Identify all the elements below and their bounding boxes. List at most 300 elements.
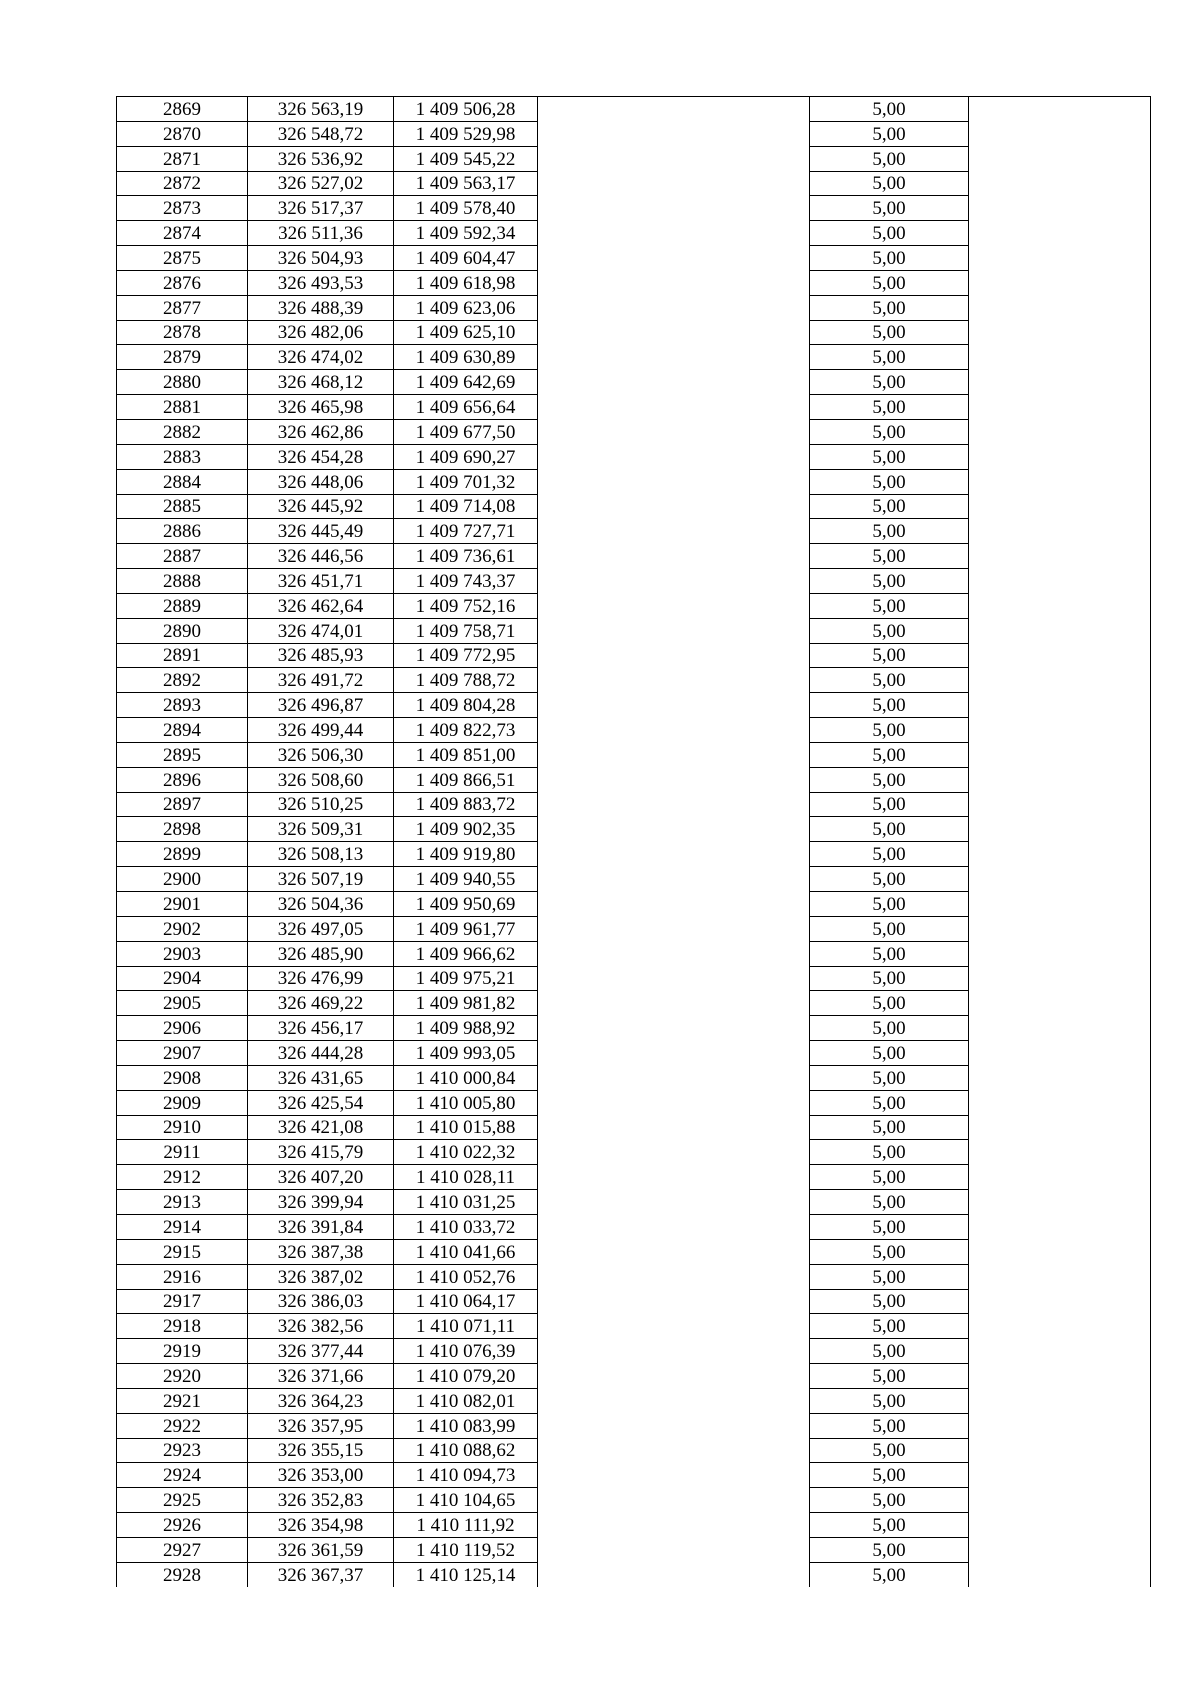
accuracy-cell: 5,00 bbox=[810, 991, 969, 1016]
accuracy-cell: 5,00 bbox=[810, 544, 969, 569]
point-number-cell: 2911 bbox=[117, 1140, 248, 1165]
table-row bbox=[117, 1562, 1151, 1587]
y-coordinate-cell: 1 409 772,95 bbox=[394, 643, 538, 668]
y-coordinate-cell: 1 409 563,17 bbox=[394, 171, 538, 196]
point-number-cell: 2888 bbox=[117, 569, 248, 594]
empty-cell bbox=[538, 1190, 810, 1215]
y-coordinate-cell: 1 409 758,71 bbox=[394, 618, 538, 643]
y-coordinate-cell: 1 409 902,35 bbox=[394, 817, 538, 842]
empty-cell bbox=[969, 1090, 1151, 1115]
accuracy-cell: 5,00 bbox=[810, 1190, 969, 1215]
point-number-cell: 2881 bbox=[117, 395, 248, 420]
accuracy-cell: 5,00 bbox=[810, 246, 969, 271]
accuracy-cell: 5,00 bbox=[810, 469, 969, 494]
empty-cell bbox=[969, 643, 1151, 668]
x-coordinate-cell: 326 517,37 bbox=[248, 196, 394, 221]
y-coordinate-cell: 1 409 940,55 bbox=[394, 867, 538, 892]
empty-cell bbox=[969, 320, 1151, 345]
empty-cell bbox=[538, 270, 810, 295]
x-coordinate-cell: 326 361,59 bbox=[248, 1537, 394, 1562]
accuracy-cell: 5,00 bbox=[810, 1388, 969, 1413]
x-coordinate-cell: 326 468,12 bbox=[248, 370, 394, 395]
table-row bbox=[117, 892, 1151, 917]
empty-cell bbox=[969, 1314, 1151, 1339]
accuracy-cell: 5,00 bbox=[810, 892, 969, 917]
table-row bbox=[117, 1065, 1151, 1090]
x-coordinate-cell: 326 469,22 bbox=[248, 991, 394, 1016]
y-coordinate-cell: 1 410 111,92 bbox=[394, 1513, 538, 1538]
empty-cell bbox=[538, 1339, 810, 1364]
empty-cell bbox=[969, 494, 1151, 519]
empty-cell bbox=[969, 519, 1151, 544]
point-number-cell: 2912 bbox=[117, 1165, 248, 1190]
y-coordinate-cell: 1 409 950,69 bbox=[394, 892, 538, 917]
y-coordinate-cell: 1 410 041,66 bbox=[394, 1239, 538, 1264]
y-coordinate-cell: 1 409 642,69 bbox=[394, 370, 538, 395]
point-number-cell: 2918 bbox=[117, 1314, 248, 1339]
accuracy-cell: 5,00 bbox=[810, 1065, 969, 1090]
empty-cell bbox=[538, 1289, 810, 1314]
empty-cell bbox=[538, 1214, 810, 1239]
accuracy-cell: 5,00 bbox=[810, 643, 969, 668]
y-coordinate-cell: 1 409 701,32 bbox=[394, 469, 538, 494]
empty-cell bbox=[538, 1413, 810, 1438]
empty-cell bbox=[969, 419, 1151, 444]
point-number-cell: 2870 bbox=[117, 121, 248, 146]
accuracy-cell: 5,00 bbox=[810, 295, 969, 320]
point-number-cell: 2914 bbox=[117, 1214, 248, 1239]
empty-cell bbox=[969, 742, 1151, 767]
accuracy-cell: 5,00 bbox=[810, 1140, 969, 1165]
empty-cell bbox=[538, 1488, 810, 1513]
y-coordinate-cell: 1 409 604,47 bbox=[394, 246, 538, 271]
empty-cell bbox=[538, 320, 810, 345]
accuracy-cell: 5,00 bbox=[810, 742, 969, 767]
empty-cell bbox=[538, 1165, 810, 1190]
empty-cell bbox=[538, 693, 810, 718]
y-coordinate-cell: 1 409 851,00 bbox=[394, 742, 538, 767]
empty-cell bbox=[969, 1364, 1151, 1389]
empty-cell bbox=[538, 1364, 810, 1389]
table-row bbox=[117, 1190, 1151, 1215]
x-coordinate-cell: 326 527,02 bbox=[248, 171, 394, 196]
point-number-cell: 2876 bbox=[117, 270, 248, 295]
empty-cell bbox=[538, 1115, 810, 1140]
empty-cell bbox=[969, 469, 1151, 494]
table-row bbox=[117, 544, 1151, 569]
x-coordinate-cell: 326 445,92 bbox=[248, 494, 394, 519]
empty-cell bbox=[969, 97, 1151, 122]
y-coordinate-cell: 1 409 625,10 bbox=[394, 320, 538, 345]
empty-cell bbox=[969, 146, 1151, 171]
table-row bbox=[117, 1090, 1151, 1115]
table-row bbox=[117, 320, 1151, 345]
empty-cell bbox=[538, 941, 810, 966]
table-row bbox=[117, 1438, 1151, 1463]
accuracy-cell: 5,00 bbox=[810, 1090, 969, 1115]
empty-cell bbox=[538, 916, 810, 941]
y-coordinate-cell: 1 410 104,65 bbox=[394, 1488, 538, 1513]
x-coordinate-cell: 326 451,71 bbox=[248, 569, 394, 594]
empty-cell bbox=[969, 792, 1151, 817]
accuracy-cell: 5,00 bbox=[810, 693, 969, 718]
empty-cell bbox=[969, 246, 1151, 271]
empty-cell bbox=[538, 842, 810, 867]
point-number-cell: 2907 bbox=[117, 1041, 248, 1066]
y-coordinate-cell: 1 409 822,73 bbox=[394, 718, 538, 743]
empty-cell bbox=[969, 171, 1151, 196]
empty-cell bbox=[538, 1314, 810, 1339]
table-row bbox=[117, 494, 1151, 519]
x-coordinate-cell: 326 485,93 bbox=[248, 643, 394, 668]
point-number-cell: 2896 bbox=[117, 767, 248, 792]
accuracy-cell: 5,00 bbox=[810, 419, 969, 444]
point-number-cell: 2898 bbox=[117, 817, 248, 842]
empty-cell bbox=[969, 1438, 1151, 1463]
table-row bbox=[117, 693, 1151, 718]
empty-cell bbox=[969, 295, 1151, 320]
empty-cell bbox=[969, 1289, 1151, 1314]
y-coordinate-cell: 1 410 088,62 bbox=[394, 1438, 538, 1463]
table-row bbox=[117, 1140, 1151, 1165]
accuracy-cell: 5,00 bbox=[810, 370, 969, 395]
table-row bbox=[117, 842, 1151, 867]
table-row bbox=[117, 569, 1151, 594]
table-row bbox=[117, 295, 1151, 320]
y-coordinate-cell: 1 409 592,34 bbox=[394, 221, 538, 246]
table-row bbox=[117, 469, 1151, 494]
point-number-cell: 2920 bbox=[117, 1364, 248, 1389]
point-number-cell: 2880 bbox=[117, 370, 248, 395]
x-coordinate-cell: 326 352,83 bbox=[248, 1488, 394, 1513]
table-row bbox=[117, 1463, 1151, 1488]
point-number-cell: 2924 bbox=[117, 1463, 248, 1488]
coordinates-table-body bbox=[117, 97, 1151, 1588]
y-coordinate-cell: 1 410 015,88 bbox=[394, 1115, 538, 1140]
point-number-cell: 2890 bbox=[117, 618, 248, 643]
y-coordinate-cell: 1 410 031,25 bbox=[394, 1190, 538, 1215]
table-row bbox=[117, 270, 1151, 295]
point-number-cell: 2913 bbox=[117, 1190, 248, 1215]
y-coordinate-cell: 1 409 545,22 bbox=[394, 146, 538, 171]
y-coordinate-cell: 1 410 125,14 bbox=[394, 1562, 538, 1587]
empty-cell bbox=[538, 742, 810, 767]
y-coordinate-cell: 1 409 736,61 bbox=[394, 544, 538, 569]
accuracy-cell: 5,00 bbox=[810, 618, 969, 643]
accuracy-cell: 5,00 bbox=[810, 270, 969, 295]
x-coordinate-cell: 326 387,38 bbox=[248, 1239, 394, 1264]
empty-cell bbox=[969, 916, 1151, 941]
table-row bbox=[117, 742, 1151, 767]
x-coordinate-cell: 326 482,06 bbox=[248, 320, 394, 345]
accuracy-cell: 5,00 bbox=[810, 1463, 969, 1488]
point-number-cell: 2893 bbox=[117, 693, 248, 718]
accuracy-cell: 5,00 bbox=[810, 1165, 969, 1190]
empty-cell bbox=[538, 1140, 810, 1165]
empty-cell bbox=[538, 246, 810, 271]
point-number-cell: 2902 bbox=[117, 916, 248, 941]
empty-cell bbox=[538, 1513, 810, 1538]
x-coordinate-cell: 326 510,25 bbox=[248, 792, 394, 817]
y-coordinate-cell: 1 409 919,80 bbox=[394, 842, 538, 867]
empty-cell bbox=[538, 1065, 810, 1090]
point-number-cell: 2874 bbox=[117, 221, 248, 246]
empty-cell bbox=[969, 966, 1151, 991]
table-row bbox=[117, 345, 1151, 370]
y-coordinate-cell: 1 409 866,51 bbox=[394, 767, 538, 792]
table-row bbox=[117, 767, 1151, 792]
accuracy-cell: 5,00 bbox=[810, 494, 969, 519]
empty-cell bbox=[969, 1388, 1151, 1413]
point-number-cell: 2887 bbox=[117, 544, 248, 569]
y-coordinate-cell: 1 409 623,06 bbox=[394, 295, 538, 320]
table-row bbox=[117, 718, 1151, 743]
point-number-cell: 2877 bbox=[117, 295, 248, 320]
point-number-cell: 2878 bbox=[117, 320, 248, 345]
point-number-cell: 2919 bbox=[117, 1339, 248, 1364]
empty-cell bbox=[538, 196, 810, 221]
empty-cell bbox=[538, 1016, 810, 1041]
point-number-cell: 2869 bbox=[117, 97, 248, 122]
y-coordinate-cell: 1 410 071,11 bbox=[394, 1314, 538, 1339]
empty-cell bbox=[969, 1214, 1151, 1239]
y-coordinate-cell: 1 409 981,82 bbox=[394, 991, 538, 1016]
empty-cell bbox=[969, 817, 1151, 842]
empty-cell bbox=[969, 370, 1151, 395]
y-coordinate-cell: 1 410 083,99 bbox=[394, 1413, 538, 1438]
y-coordinate-cell: 1 410 082,01 bbox=[394, 1388, 538, 1413]
table-row bbox=[117, 1537, 1151, 1562]
accuracy-cell: 5,00 bbox=[810, 171, 969, 196]
empty-cell bbox=[538, 569, 810, 594]
empty-cell bbox=[969, 892, 1151, 917]
point-number-cell: 2908 bbox=[117, 1065, 248, 1090]
accuracy-cell: 5,00 bbox=[810, 345, 969, 370]
accuracy-cell: 5,00 bbox=[810, 1513, 969, 1538]
x-coordinate-cell: 326 445,49 bbox=[248, 519, 394, 544]
accuracy-cell: 5,00 bbox=[810, 97, 969, 122]
x-coordinate-cell: 326 496,87 bbox=[248, 693, 394, 718]
table-row bbox=[117, 668, 1151, 693]
accuracy-cell: 5,00 bbox=[810, 1239, 969, 1264]
empty-cell bbox=[538, 1438, 810, 1463]
empty-cell bbox=[538, 668, 810, 693]
point-number-cell: 2879 bbox=[117, 345, 248, 370]
x-coordinate-cell: 326 493,53 bbox=[248, 270, 394, 295]
table-row bbox=[117, 618, 1151, 643]
accuracy-cell: 5,00 bbox=[810, 196, 969, 221]
empty-cell bbox=[538, 991, 810, 1016]
empty-cell bbox=[969, 1140, 1151, 1165]
point-number-cell: 2921 bbox=[117, 1388, 248, 1413]
empty-cell bbox=[969, 395, 1151, 420]
point-number-cell: 2885 bbox=[117, 494, 248, 519]
x-coordinate-cell: 326 454,28 bbox=[248, 444, 394, 469]
y-coordinate-cell: 1 409 961,77 bbox=[394, 916, 538, 941]
empty-cell bbox=[969, 991, 1151, 1016]
x-coordinate-cell: 326 462,64 bbox=[248, 593, 394, 618]
x-coordinate-cell: 326 446,56 bbox=[248, 544, 394, 569]
empty-cell bbox=[969, 569, 1151, 594]
point-number-cell: 2900 bbox=[117, 867, 248, 892]
accuracy-cell: 5,00 bbox=[810, 1041, 969, 1066]
x-coordinate-cell: 326 355,15 bbox=[248, 1438, 394, 1463]
point-number-cell: 2906 bbox=[117, 1016, 248, 1041]
y-coordinate-cell: 1 410 079,20 bbox=[394, 1364, 538, 1389]
table-row bbox=[117, 519, 1151, 544]
point-number-cell: 2886 bbox=[117, 519, 248, 544]
empty-cell bbox=[969, 444, 1151, 469]
empty-cell bbox=[969, 196, 1151, 221]
point-number-cell: 2897 bbox=[117, 792, 248, 817]
x-coordinate-cell: 326 476,99 bbox=[248, 966, 394, 991]
accuracy-cell: 5,00 bbox=[810, 444, 969, 469]
accuracy-cell: 5,00 bbox=[810, 395, 969, 420]
accuracy-cell: 5,00 bbox=[810, 1364, 969, 1389]
empty-cell bbox=[538, 618, 810, 643]
y-coordinate-cell: 1 409 578,40 bbox=[394, 196, 538, 221]
table-row bbox=[117, 966, 1151, 991]
point-number-cell: 2910 bbox=[117, 1115, 248, 1140]
empty-cell bbox=[538, 1264, 810, 1289]
point-number-cell: 2871 bbox=[117, 146, 248, 171]
accuracy-cell: 5,00 bbox=[810, 1339, 969, 1364]
accuracy-cell: 5,00 bbox=[810, 1438, 969, 1463]
point-number-cell: 2917 bbox=[117, 1289, 248, 1314]
empty-cell bbox=[538, 121, 810, 146]
empty-cell bbox=[538, 171, 810, 196]
empty-cell bbox=[538, 643, 810, 668]
point-number-cell: 2928 bbox=[117, 1562, 248, 1587]
y-coordinate-cell: 1 409 656,64 bbox=[394, 395, 538, 420]
point-number-cell: 2899 bbox=[117, 842, 248, 867]
accuracy-cell: 5,00 bbox=[810, 593, 969, 618]
empty-cell bbox=[538, 395, 810, 420]
point-number-cell: 2889 bbox=[117, 593, 248, 618]
empty-cell bbox=[969, 1041, 1151, 1066]
empty-cell bbox=[969, 593, 1151, 618]
accuracy-cell: 5,00 bbox=[810, 1488, 969, 1513]
empty-cell bbox=[969, 842, 1151, 867]
point-number-cell: 2892 bbox=[117, 668, 248, 693]
y-coordinate-cell: 1 410 000,84 bbox=[394, 1065, 538, 1090]
y-coordinate-cell: 1 410 064,17 bbox=[394, 1289, 538, 1314]
x-coordinate-cell: 326 485,90 bbox=[248, 941, 394, 966]
table-row bbox=[117, 1165, 1151, 1190]
table-row bbox=[117, 196, 1151, 221]
x-coordinate-cell: 326 377,44 bbox=[248, 1339, 394, 1364]
empty-cell bbox=[538, 718, 810, 743]
accuracy-cell: 5,00 bbox=[810, 1314, 969, 1339]
accuracy-cell: 5,00 bbox=[810, 767, 969, 792]
x-coordinate-cell: 326 357,95 bbox=[248, 1413, 394, 1438]
empty-cell bbox=[969, 718, 1151, 743]
point-number-cell: 2875 bbox=[117, 246, 248, 271]
table-row bbox=[117, 221, 1151, 246]
accuracy-cell: 5,00 bbox=[810, 569, 969, 594]
point-number-cell: 2884 bbox=[117, 469, 248, 494]
accuracy-cell: 5,00 bbox=[810, 1537, 969, 1562]
x-coordinate-cell: 326 354,98 bbox=[248, 1513, 394, 1538]
empty-cell bbox=[538, 97, 810, 122]
empty-cell bbox=[538, 966, 810, 991]
empty-cell bbox=[969, 1016, 1151, 1041]
table-row bbox=[117, 643, 1151, 668]
table-row bbox=[117, 867, 1151, 892]
x-coordinate-cell: 326 367,37 bbox=[248, 1562, 394, 1587]
x-coordinate-cell: 326 465,98 bbox=[248, 395, 394, 420]
accuracy-cell: 5,00 bbox=[810, 1289, 969, 1314]
empty-cell bbox=[538, 419, 810, 444]
empty-cell bbox=[969, 221, 1151, 246]
point-number-cell: 2883 bbox=[117, 444, 248, 469]
y-coordinate-cell: 1 410 005,80 bbox=[394, 1090, 538, 1115]
empty-cell bbox=[969, 1513, 1151, 1538]
x-coordinate-cell: 326 386,03 bbox=[248, 1289, 394, 1314]
empty-cell bbox=[538, 221, 810, 246]
x-coordinate-cell: 326 508,13 bbox=[248, 842, 394, 867]
empty-cell bbox=[538, 146, 810, 171]
table-row bbox=[117, 817, 1151, 842]
accuracy-cell: 5,00 bbox=[810, 817, 969, 842]
empty-cell bbox=[538, 1463, 810, 1488]
y-coordinate-cell: 1 409 506,28 bbox=[394, 97, 538, 122]
point-number-cell: 2904 bbox=[117, 966, 248, 991]
accuracy-cell: 5,00 bbox=[810, 1562, 969, 1587]
point-number-cell: 2923 bbox=[117, 1438, 248, 1463]
empty-cell bbox=[538, 1388, 810, 1413]
empty-cell bbox=[538, 817, 810, 842]
table-row bbox=[117, 1314, 1151, 1339]
y-coordinate-cell: 1 410 022,32 bbox=[394, 1140, 538, 1165]
empty-cell bbox=[538, 1537, 810, 1562]
accuracy-cell: 5,00 bbox=[810, 221, 969, 246]
x-coordinate-cell: 326 407,20 bbox=[248, 1165, 394, 1190]
empty-cell bbox=[538, 792, 810, 817]
point-number-cell: 2922 bbox=[117, 1413, 248, 1438]
x-coordinate-cell: 326 536,92 bbox=[248, 146, 394, 171]
empty-cell bbox=[969, 1239, 1151, 1264]
x-coordinate-cell: 326 364,23 bbox=[248, 1388, 394, 1413]
y-coordinate-cell: 1 409 714,08 bbox=[394, 494, 538, 519]
point-number-cell: 2895 bbox=[117, 742, 248, 767]
table-row bbox=[117, 121, 1151, 146]
empty-cell bbox=[538, 519, 810, 544]
table-row bbox=[117, 1041, 1151, 1066]
x-coordinate-cell: 326 387,02 bbox=[248, 1264, 394, 1289]
table-row bbox=[117, 1339, 1151, 1364]
table-row bbox=[117, 370, 1151, 395]
y-coordinate-cell: 1 409 690,27 bbox=[394, 444, 538, 469]
x-coordinate-cell: 326 504,93 bbox=[248, 246, 394, 271]
table-row bbox=[117, 97, 1151, 122]
empty-cell bbox=[969, 941, 1151, 966]
x-coordinate-cell: 326 509,31 bbox=[248, 817, 394, 842]
empty-cell bbox=[538, 494, 810, 519]
point-number-cell: 2872 bbox=[117, 171, 248, 196]
empty-cell bbox=[538, 444, 810, 469]
point-number-cell: 2909 bbox=[117, 1090, 248, 1115]
y-coordinate-cell: 1 409 618,98 bbox=[394, 270, 538, 295]
empty-cell bbox=[969, 1562, 1151, 1587]
empty-cell bbox=[969, 1264, 1151, 1289]
y-coordinate-cell: 1 410 119,52 bbox=[394, 1537, 538, 1562]
empty-cell bbox=[969, 1165, 1151, 1190]
table-row bbox=[117, 246, 1151, 271]
empty-cell bbox=[969, 345, 1151, 370]
x-coordinate-cell: 326 448,06 bbox=[248, 469, 394, 494]
accuracy-cell: 5,00 bbox=[810, 1214, 969, 1239]
